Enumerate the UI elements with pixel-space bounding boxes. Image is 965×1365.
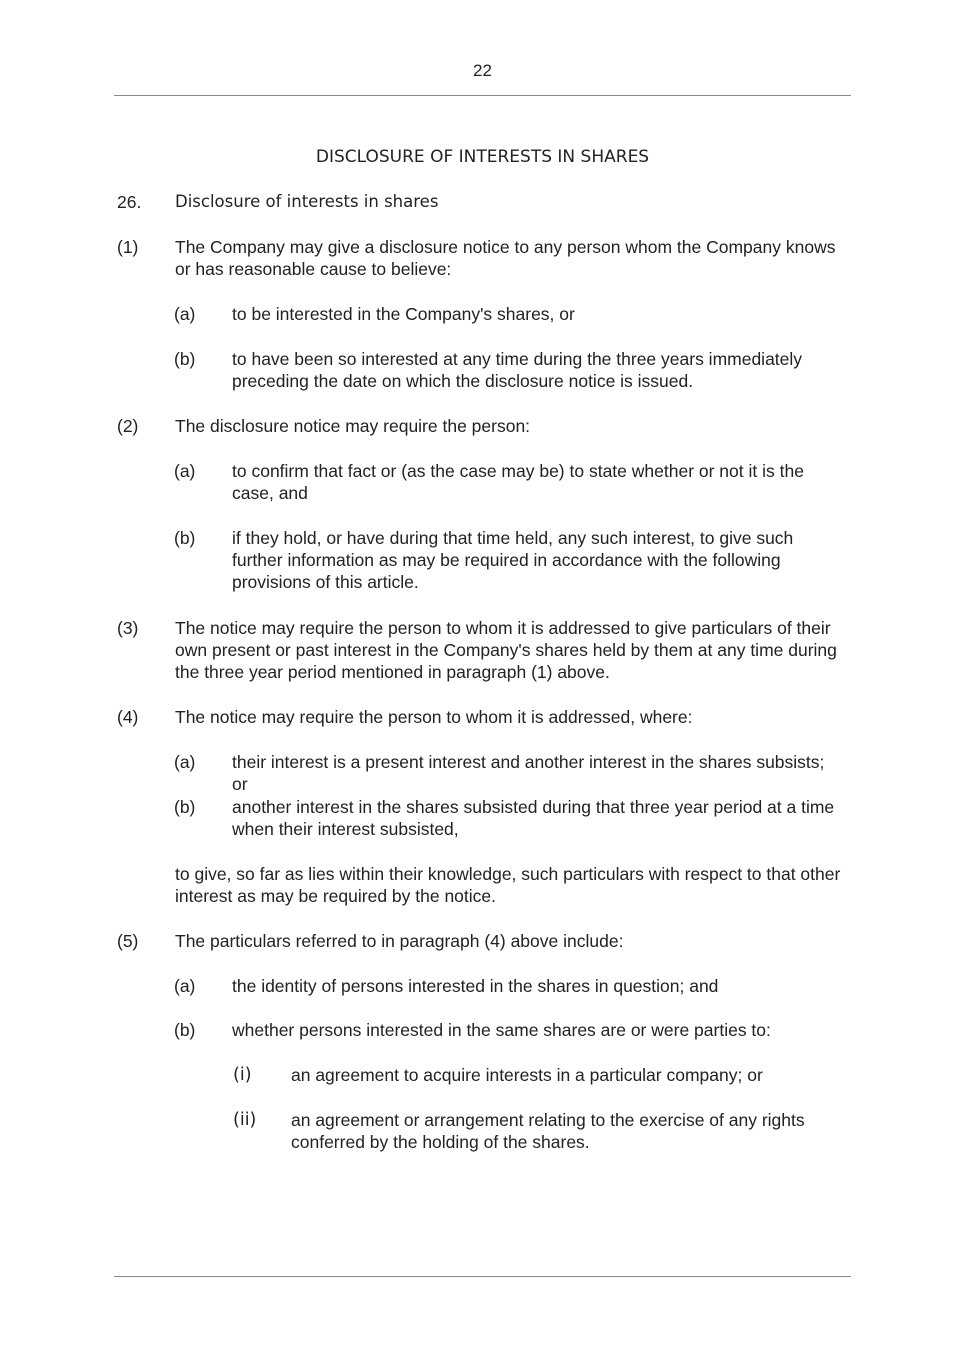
subsubparagraph-text: an agreement to acquire interests in a particular company; or: [291, 1065, 763, 1085]
paragraph-number: (5): [117, 931, 139, 951]
subparagraph-number: (b): [174, 528, 196, 548]
subsubparagraph-number: (ii): [233, 1110, 257, 1130]
paragraph-number: (2): [117, 416, 139, 436]
subparagraph-text: whether persons interested in the same shares are or were parties to:: [232, 1020, 771, 1040]
subparagraph-number: (a): [174, 976, 196, 996]
subparagraph-number: (a): [174, 304, 196, 324]
section-number: 26.: [117, 192, 142, 212]
paragraph-text: The notice may require the person to whom it is addressed to give particulars of their own present or past interest in the Company's shares held by them at any time during the three year period mentioned in paragraph (1) above.: [175, 618, 837, 682]
subparagraph-text: to confirm that fact or (as the case may be) to state whether or not it is the case, and: [232, 461, 804, 503]
subparagraph-number: (b): [174, 797, 196, 817]
subsubparagraph-number: (i): [233, 1065, 252, 1085]
page-number: 22: [473, 61, 492, 80]
subparagraph-text: another interest in the shares subsisted during that three year period at a time when their interest subsisted,: [232, 797, 835, 839]
section-title: Disclosure of interests in shares: [175, 192, 439, 211]
paragraph-number: (1): [117, 237, 139, 257]
subsubparagraph-text: an agreement or arrangement relating to the exercise of any rights conferred by the holding of the shares.: [291, 1110, 805, 1152]
subparagraph-text: their interest is a present interest and another interest in the shares subsists; or: [232, 752, 825, 794]
subparagraph-number: (a): [174, 752, 196, 772]
subparagraph-number: (b): [174, 349, 196, 369]
paragraph-text: The disclosure notice may require the person:: [175, 416, 531, 436]
subparagraph-text: if they hold, or have during that time held, any such interest, to give such further information as may be required in accordance with the following provisions of this article.: [232, 528, 794, 592]
subparagraph-number: (a): [174, 461, 196, 481]
paragraph-number: (3): [117, 618, 139, 638]
header-divider: [114, 95, 851, 96]
footer-divider: [114, 1276, 851, 1277]
paragraph-text: The Company may give a disclosure notice to any person whom the Company knows or has reasonable cause to believe:: [175, 237, 836, 279]
subparagraph-text: the identity of persons interested in the shares in question; and: [232, 976, 719, 996]
subparagraph-text: to be interested in the Company's shares, or: [232, 304, 575, 324]
paragraph-text: The notice may require the person to whom it is addressed, where:: [175, 707, 693, 727]
paragraph-number: (4): [117, 707, 139, 727]
part-heading: DISCLOSURE OF INTERESTS IN SHARES: [315, 147, 650, 167]
subparagraph-number: (b): [174, 1020, 196, 1040]
subparagraph-text: to have been so interested at any time during the three years immediately preceding the date on which the disclosure notice is issued.: [232, 349, 803, 391]
continuation-text: to give, so far as lies within their knowledge, such particulars with respect to that other interest as may be required by the notice.: [175, 864, 841, 906]
paragraph-text: The particulars referred to in paragraph (4) above include:: [175, 931, 624, 951]
